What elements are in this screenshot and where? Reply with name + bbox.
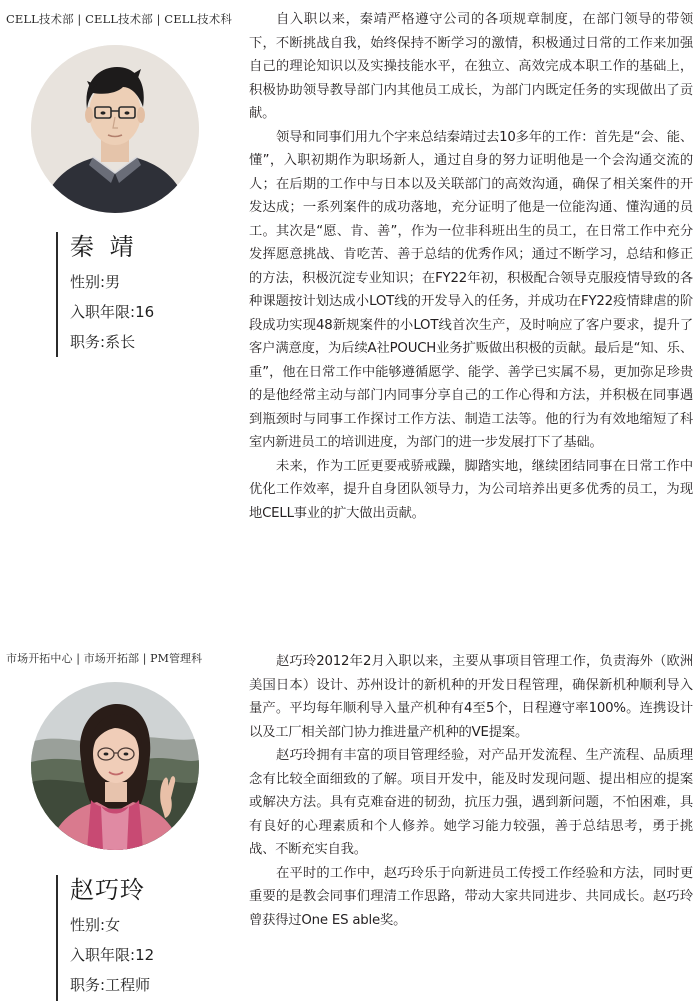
bio-paragraph: 赵巧玲拥有丰富的项目管理经验，对产品开发流程、生产流程、品质理念有比较全面细致的了解。项目开发中，能及时发现问题、提出相应的提案或解决方法。具有克难奋进的韧劲，抗压力强，遇到新问题，不怕困难，具有良好的心理素质和个人修养。她学习能力较强，善于总结思考，勇于挑战、不断充实自我。 [249,748,693,857]
tenure-value: 12 [135,946,155,964]
position-value: 系长 [105,333,136,351]
employee-photo [31,45,199,213]
bio-paragraph: 领导和同事们用九个字来总结秦靖过去10多年的工作：首先是“会、能、懂”，入职初期作为职场新人，通过自身的努力证明他是一个会沟通交流的人；在后期的工作中与日本以及关联部门的高效沟通，确保了相关案件的开发达成；一系列案件的成功落地，充分证明了他是一位能沟通、懂沟通的员工。其次是“愿、肯、善”，作为一位非科班出生的员工，在日常工作中充分发挥愿意挑战、肯吃苦、善于总结的优秀作风；通过不断学习，总结和修正的方法，积极沉淀专业知识；在FY22年初，积极配合领导克服疫情导致的各种课题按计划达成小LOT线的开发导入的任务，并成功在FY22疫情肆虐的阶段成功实现48新规案件的小LOT线首次生产，及时响应了客户要求，提升了客户满意度，为后续A社POUCH业务扩贩做出积极的贡献。最后是“知、乐、重”，他在日常工作中能够遵循愿学、能学、善学已实属不易，更加弥足珍贵的是他经常主动与部门内同事分享自己的工作心得和方法，并积极在同事遇到瓶颈时与同事工作探讨工作方法、制造工法等。他的行为有效地缩短了科室内新进员工的培训进度，为部门的进一步发展打下了基础。 [249,129,693,450]
employee-info-panel [56,875,154,1001]
department-path: CELL技术部 | CELL技术部 | CELL技术科 [6,12,232,26]
position-label: 职务 : [70,976,105,994]
gender-label: 性别 : [70,273,105,291]
employee-profile-zhao-qiaoling [0,640,700,1001]
bio-paragraph: 赵巧玲2012年2月入职以来，主要从事项目管理工作，负责海外（欧洲美国日本）设计、苏州设计的新机种的开发日程管理，确保新机种顺利导入量产。平均每年顺利导入量产机种有4至5个，日程遵守率100%。连携设计以及工厂相关部门协力推进量产机种的VE提案。 [249,654,693,740]
position-field [70,970,154,1000]
gender-field [70,267,154,297]
employee-name: 秦 靖 [70,233,138,261]
tenure-value: 16 [135,303,155,321]
employee-photo [31,682,199,850]
tenure-field [70,297,154,327]
department-path: 市场开拓中心 | 市场开拓部 | PM管理科 [6,652,203,665]
bio-paragraph: 自入职以来，秦靖严格遵守公司的各项规章制度，在部门领导的带领下，不断挑战自我，始终保持不断学习的激情，积极通过日常的工作来加强自己的理论知识以及实操技能水平，在独立、高效完成本职工作的基础上，积极协助领导教导部门内其他员工成长，为部门内既定任务的实现做出了贡献。 [249,12,693,121]
tenure-label: 入职年限 : [70,303,135,321]
position-field [70,327,154,357]
position-value: 工程师 [105,976,151,994]
employee-info-panel [56,232,154,357]
bio-paragraph: 在平时的工作中，赵巧玲乐于向新进员工传授工作经验和方法，同时更重要的是教会同事们理清工作思路，带动大家共同进步、共同成长。赵巧玲曾获得过One ES able奖。 [249,865,693,928]
gender-value: 女 [105,916,121,934]
gender-field [70,910,154,940]
employee-bio [249,8,693,525]
employee-name: 赵巧玲 [70,876,145,904]
employee-bio [249,650,693,932]
gender-label: 性别 : [70,916,105,934]
tenure-field [70,940,154,970]
gender-value: 男 [105,273,121,291]
position-label: 职务 : [70,333,105,351]
tenure-label: 入职年限 : [70,946,135,964]
bio-paragraph: 未来，作为工匠更要戒骄戒躁，脚踏实地，继续团结同事在日常工作中优化工作效率，提升自身团队领导力，为公司培养出更多优秀的员工，为现地CELL事业的扩大做出贡献。 [249,458,693,521]
